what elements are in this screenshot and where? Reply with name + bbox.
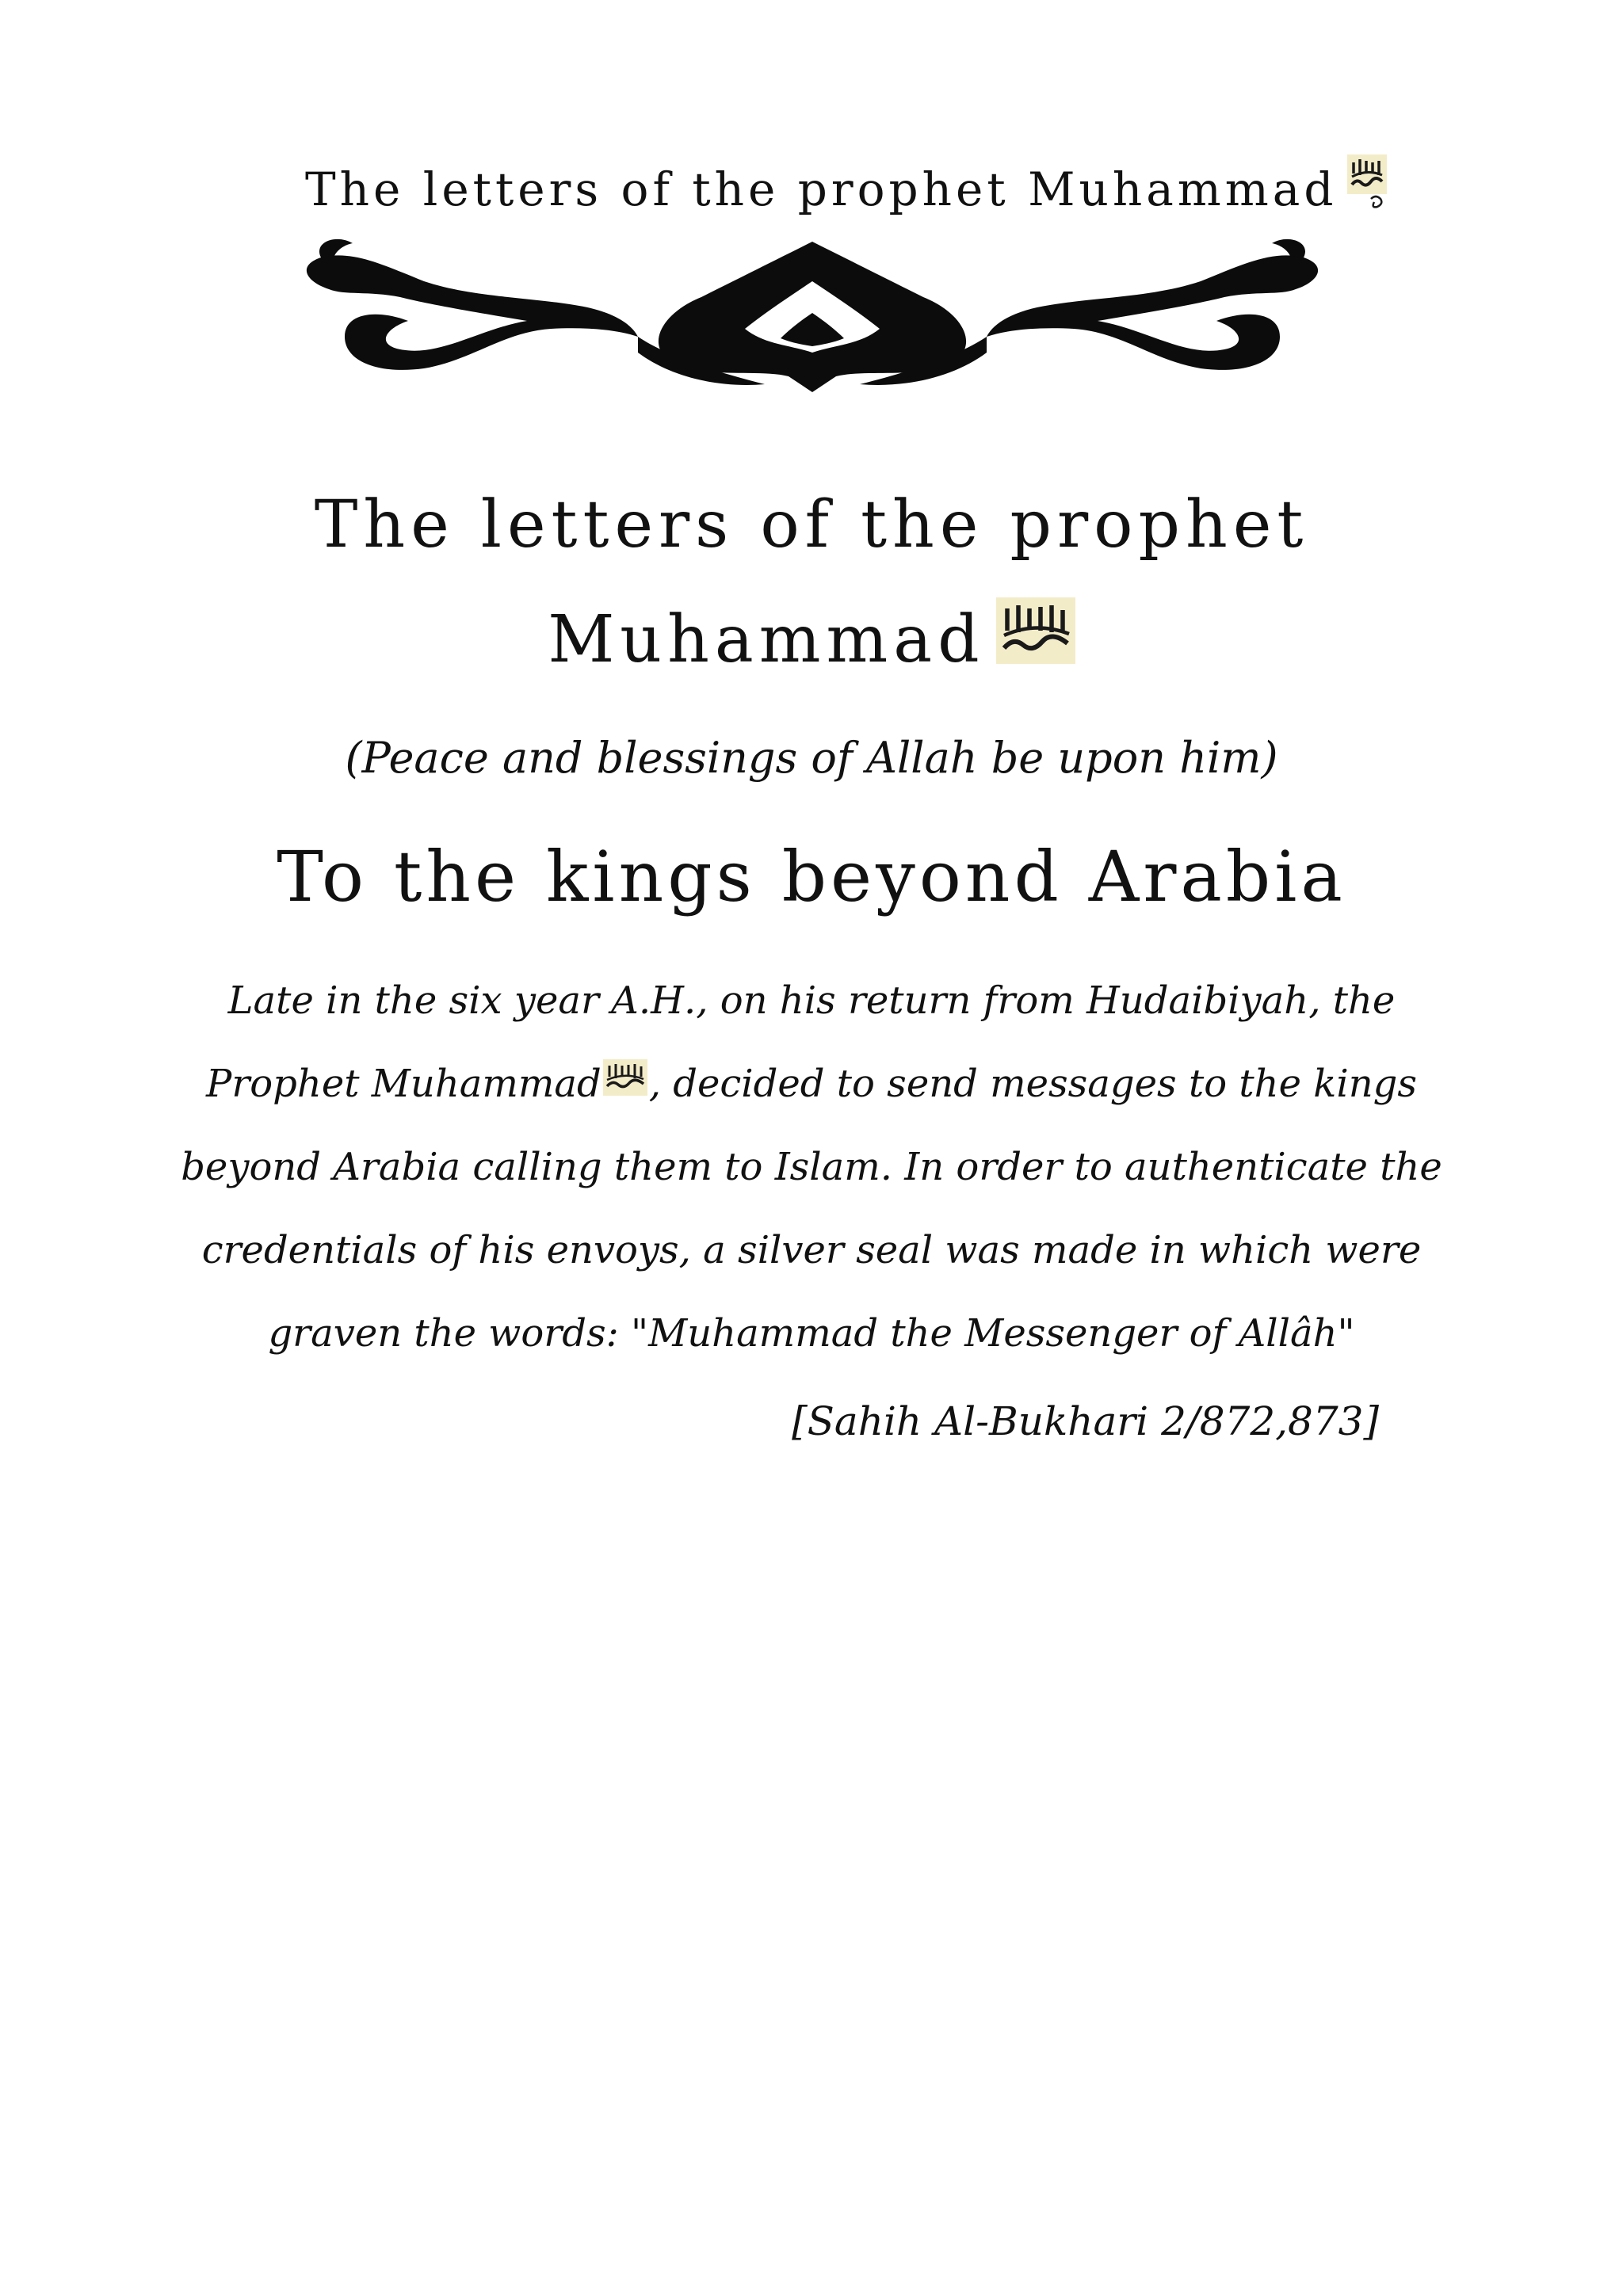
calligraphy-seal-icon <box>603 1059 647 1105</box>
body-line-3: beyond Arabia calling them to Islam. In order to authenticate the <box>181 1145 1442 1189</box>
calligraphy-seal-icon <box>996 597 1075 680</box>
body-line-2-end: , decided to send messages to the kings <box>648 1062 1417 1106</box>
document-title-line1: The letters of the prophet <box>314 487 1309 563</box>
decorative-ornament <box>289 234 1335 392</box>
running-header <box>305 162 1338 229</box>
calligraphy-seal-icon <box>1347 154 1387 221</box>
running-header-text: The letters of the prophet Muhammad <box>305 162 1338 216</box>
hadith-citation: [Sahih Al-Bukhari 2/872,873] <box>792 1398 1379 1444</box>
body-line-5: graven the words: "Muhammad the Messenger of Allâh" <box>268 1311 1355 1356</box>
honorific-subtitle: (Peace and blessings of Allah be upon him) <box>345 733 1278 783</box>
document-title-line2 <box>178 602 1445 686</box>
body-line-4: credentials of his envoys, a silver seal was made in which were <box>201 1228 1422 1272</box>
section-heading: To the kings beyond Arabia <box>277 836 1346 917</box>
document-title-text: Muhammad <box>548 602 985 677</box>
body-line-1: Late in the six year A.H., on his return from Hudaibiyah, the <box>227 978 1396 1023</box>
body-line-2 <box>178 1062 1445 1110</box>
body-line-2-start: Prophet Muhammad <box>206 1062 601 1106</box>
